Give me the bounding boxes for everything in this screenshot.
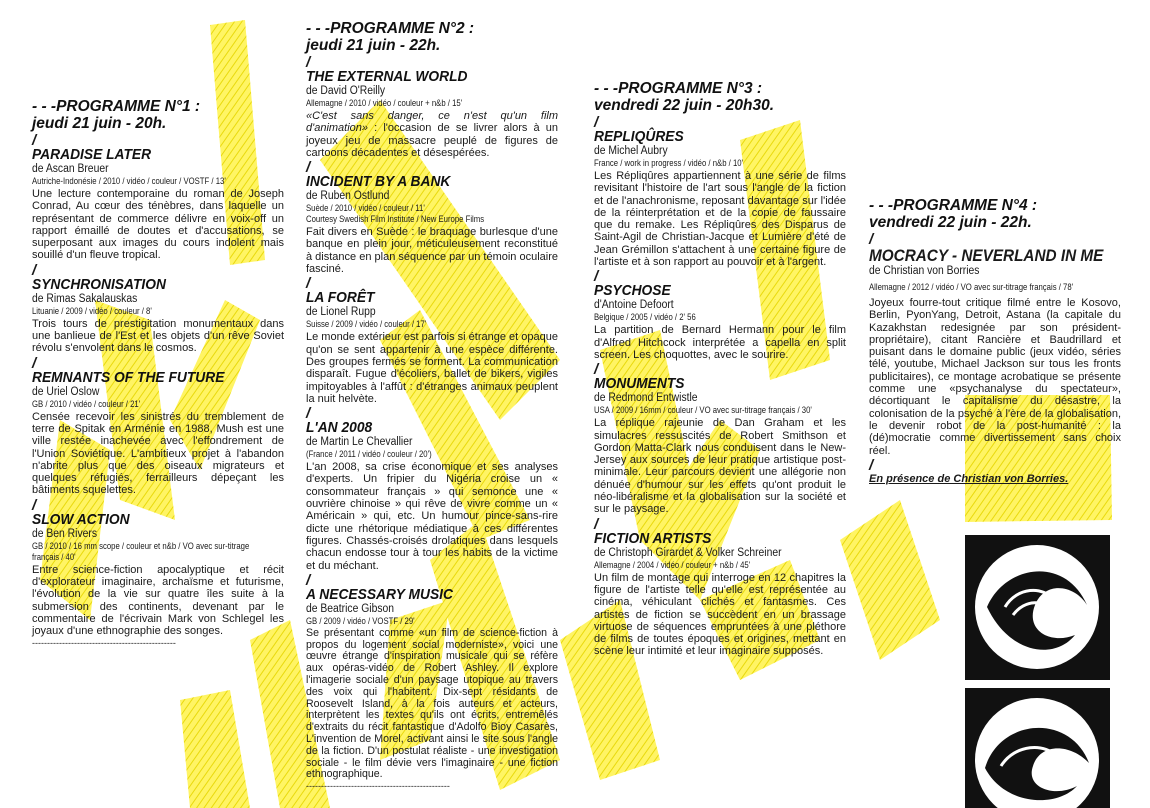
film-director: de Ascan Breuer	[32, 163, 109, 175]
film-title: PARADISE LATER	[32, 146, 152, 163]
film-meta: GB / 2010 / 16 mm scope / couleur et n&b / VO avec sur-titrage	[32, 540, 250, 551]
slash-divider: /	[306, 405, 311, 423]
film-title: LA FORÊT	[306, 289, 375, 307]
slash-divider: /	[306, 54, 311, 71]
film-meta: France / work in progress / vidéo / n&b / 10'	[594, 158, 744, 168]
film-meta-credit: Courtesy Swedish Film Institute / New Europe Films	[306, 214, 485, 225]
film-quote: «C'est sans danger, ce n'est qu'un film d'animation»	[306, 110, 558, 135]
film-title: REMNANTS OF THE FUTURE	[32, 368, 225, 386]
film-meta: Suisse / 2009 / vidéo / couleur / 17'	[306, 319, 427, 330]
film-meta: Suède / 2010 / vidéo / couleur / 11'	[306, 203, 425, 214]
film-title: SLOW ACTION	[32, 510, 130, 528]
slash-divider: /	[594, 268, 599, 286]
slash-divider: /	[869, 231, 874, 248]
film-meta: GB / 2009 / vidéo / VOSTF / 29'	[306, 615, 415, 626]
slash-divider: /	[594, 114, 599, 131]
film-description: La partition de Bernard Hermann pour le film d'Alfred Hitchcock interprétée a capella en split screen. Les choquottes, avec le sourire.	[594, 324, 846, 361]
film-title: MONUMENTS	[594, 375, 685, 393]
film-meta: Allemagne / 2004 / vidéo / couleur + n&b / 45'	[594, 559, 751, 570]
slash-divider: /	[306, 275, 311, 293]
film-description-text: : l'occasion de se livrer alors à un joyeux jeu de massacre peuplé de figures de cartoons décadentes et désespérées.	[306, 122, 558, 159]
film-description: Entre science-fiction apocalyptique et récit d'explorateur imaginaire, archaïsme et futurisme, l'évolution de la vie sur quatre îles suite à la submersion des continents, devenant par le commentaire de l'écrivain Mark von Schlegel les joyaux d'une ethnographie des songes.	[32, 563, 284, 638]
film-director: de Michel Aubry	[594, 145, 668, 157]
programme-heading: - - -PROGRAMME N°3 :	[594, 80, 763, 97]
programme-2	[306, 20, 558, 791]
wave-ornament-bottom	[965, 688, 1110, 808]
film-description: Une lecture contemporaine du roman de Joseph Conrad, Au cœur des ténèbres, dans laquelle un représentant de commerce délivre en voix-off un rapport émaillé de doutes et d'accusations, se superposant aux images du cours indolent mais souillé d'un fleuve tropical.	[32, 188, 284, 262]
programme-heading: - - -PROGRAMME N°1 :	[32, 98, 201, 115]
film-director: de Ben Rivers	[32, 527, 98, 540]
film-meta: (France / 2011 / vidéo / couleur / 20')	[306, 449, 432, 460]
film-director: d'Antoine Defoort	[594, 299, 674, 312]
film-meta: Lituanie / 2009 / vidéo / couleur / 8'	[32, 305, 152, 316]
film-description: Se présentant comme «un film de science-fiction à propos du logement social moderniste», voici une œuvre étrange d'inspiration musicale qui se réfère aux opéras-vidéo de Robert Ashley. Il explore l'imagerie sociale d'un paysage utopique au travers des voix qui l'habitent. Dix-sept résidants de Roosevelt Island, à la fois auteurs et acteurs, interprètent les textes qu'ils ont écrits, entremêlés d'extraits du récit fantastique d'Adolfo Bioy Casarès, L'invention de Morel, activant ainsi le site sous l'angle de la fiction. D'un postulat réaliste - une investigation sociale - le film dévie vers l'imaginaire - une fiction ethnographique.	[306, 626, 558, 781]
film-director: de Uriel Oslow	[32, 385, 100, 398]
film-director: de Rimas Sakalauskas	[32, 292, 138, 305]
film-meta: Allemagne / 2010 / vidéo / couleur + n&b / 15'	[306, 98, 463, 108]
programme-1	[32, 98, 284, 648]
programme-3	[594, 80, 846, 658]
film-meta: Belgique / 2005 / vidéo / 2' 56	[594, 312, 696, 323]
film-title: L'AN 2008	[306, 419, 373, 437]
film-description: Joyeux fourre-tout critique filmé entre le Kosovo, Berlin, PyonYang, Detroit, Astana (la capitale du Kazakhstan redesignée par son président-propriétaire), citant Rancière et Baudrillard et puisant dans le domaine public (jeux vidéo, séries télé, youtube, Michael Jackson sur tous les fronts publicitaires), ce montage acrobatique se présente comme une «psychanalyse du spectateur», décortiquant le capitalisme du désastre, la colonisation de la psyché à l'ère de la globalisation, le devenir robot de la post-humanité : la (dé)mocratie comme divertissement sans choix réel.	[869, 297, 1121, 457]
film-description: Les Répliqûres appartiennent à une série de films revisitant l'histoire de l'art sous l'angle de la fiction et de l'anachronisme, reposant davantage sur l'idée de la réinterprétation et de la copie de faussaire que du remake. Les Répliqûres des Disparus de Saint-Agil de Christian-Jacque et Lumière d'été de Jean Grémillon s'attachent à une certaine figure de l'artiste et à son rapport au pouvoir et à l'argent.	[594, 170, 846, 269]
slash-divider: /	[32, 132, 37, 149]
film-director: de Christian von Borries	[869, 265, 980, 277]
film-director: de Redmond Entwistle	[594, 392, 698, 405]
film-title: SYNCHRONISATION	[32, 275, 166, 293]
film-description: L'an 2008, sa crise économique et ses analyses d'experts. Un fripier du Nigéria croise un « consommateur français » qui semonce une « ouvrière chinoise » qui rêve de vivre comme un « Américain » qui, etc. Un humour pince-sans-rire dicte une rhétorique médiatique à ces différentes figures. Chassés-croisés drolatiques dans lesquels chacun endosse tour à tour les habits de la victime et du méchant.	[306, 461, 558, 572]
programme-date: jeudi 21 juin - 22h.	[306, 37, 441, 54]
film-director: de Christoph Girardet & Volker Schreiner	[594, 546, 782, 559]
programme-date: vendredi 22 juin - 20h30.	[594, 97, 775, 114]
film-description: Le monde extérieur est parfois si étrange et opaque qu'on se sent appartenir à une espèce différente. Des groupes fermés se forment. La communication disparaît. Fugue d'écoliers, ballet de bikers, vigiles impitoyables à l'affût : d'étranges animaux peuplent la nuit helvète.	[306, 331, 558, 405]
film-title: PSYCHOSE	[594, 282, 671, 300]
slash-divider: /	[869, 456, 874, 474]
programme-4	[869, 197, 1121, 486]
film-title: FICTION ARTISTS	[594, 529, 712, 547]
programme-date: jeudi 21 juin - 20h.	[32, 115, 167, 132]
slash-divider: /	[594, 361, 599, 379]
film-director: de David O'Reilly	[306, 85, 386, 97]
film-meta: Autriche-Indonésie / 2010 / vidéo / couleur / VOSTF / 13'	[32, 176, 226, 186]
film-description: Fait divers en Suède : le braquage burlesque d'une banque en plein jour, méticuleusement reconstitué à distance en plan séquence par un témoin oculaire fasciné.	[306, 226, 558, 276]
slash-divider: /	[306, 159, 311, 177]
wave-ornament-top	[965, 535, 1110, 680]
film-description: La réplique rajeunie de Dan Graham et les simulacres ressuscités de Robert Smithson et Gordon Matta-Clark nous conduisent dans le New-Jersey aux sources de leur pratique artistique post-minimale. Leur parcours devient une allégorie non dénuée d'humour sur les effets qu'ont produit le néo-libéralisme et la globalisation sur la société et sur le paysage.	[594, 417, 846, 516]
guest-presence-note: En présence de Christian von Borries.	[869, 472, 1069, 485]
film-title: INCIDENT BY A BANK	[306, 173, 451, 191]
programme-date: vendredi 22 juin - 22h.	[869, 214, 1032, 231]
film-meta: USA / 2009 / 16mm / couleur / VO avec sur-titrage français / 30'	[594, 405, 812, 416]
film-description	[306, 110, 558, 159]
slash-divider: /	[306, 571, 311, 589]
dashed-divider: ------------------------------------------------	[306, 781, 450, 792]
film-meta: Allemagne / 2012 / vidéo / VO avec sur-titrage français / 78'	[869, 282, 1074, 292]
film-director: de Beatrice Gibson	[306, 602, 395, 615]
slash-divider: /	[32, 354, 37, 372]
film-title: THE EXTERNAL WORLD	[306, 68, 468, 85]
film-meta: GB / 2010 / vidéo / couleur / 21'	[32, 398, 141, 409]
programme-heading: - - -PROGRAMME N°2 :	[306, 20, 475, 37]
film-director: de Ruben Östlund	[306, 190, 390, 203]
dashed-divider: ------------------------------------------------	[32, 637, 176, 648]
film-description: Un film de montage qui interroge en 12 chapitres la figure de l'artiste telle qu'elle est représentée au cinéma, véhiculant clichés et fantasmes. Ces artistes de fiction se succèdent en un brassage virtuose de séquences empruntées à une pléthore de films de toutes époques et origines, mettant en scène leur intimité et leur imaginaire supposés.	[594, 571, 846, 658]
programme-heading: - - -PROGRAMME N°4 :	[869, 197, 1038, 214]
film-title: REPLIQÛRES	[594, 128, 684, 145]
film-description: Censée recevoir les sinistrés du tremblement de terre de Spitak en Arménie en 1988, Mush est une ville restée inachevée avec l'effondrement de l'Union Soviétique. L'ambitieux projet à l'abandon n'abrite plus que des oiseaux migrateurs et quelques réfugiés, ferrailleurs dépeçant les bâtiments squelettes.	[32, 410, 284, 497]
film-meta-continued: français / 40'	[32, 551, 76, 562]
film-description: Trois tours de prestigitation monumentaux dans une banlieue de l'Est et les objets d'un rêve Soviet révolu s'envolent dans le cosmos.	[32, 317, 284, 355]
slash-divider: /	[594, 515, 599, 533]
film-title: MOCRACY - NEVERLAND IN ME	[869, 246, 1104, 265]
film-director: de Lionel Rupp	[306, 306, 376, 319]
film-director: de Martin Le Chevallier	[306, 436, 413, 449]
slash-divider: /	[32, 261, 37, 279]
film-title: A NECESSARY MUSIC	[306, 585, 453, 603]
slash-divider: /	[32, 496, 37, 514]
